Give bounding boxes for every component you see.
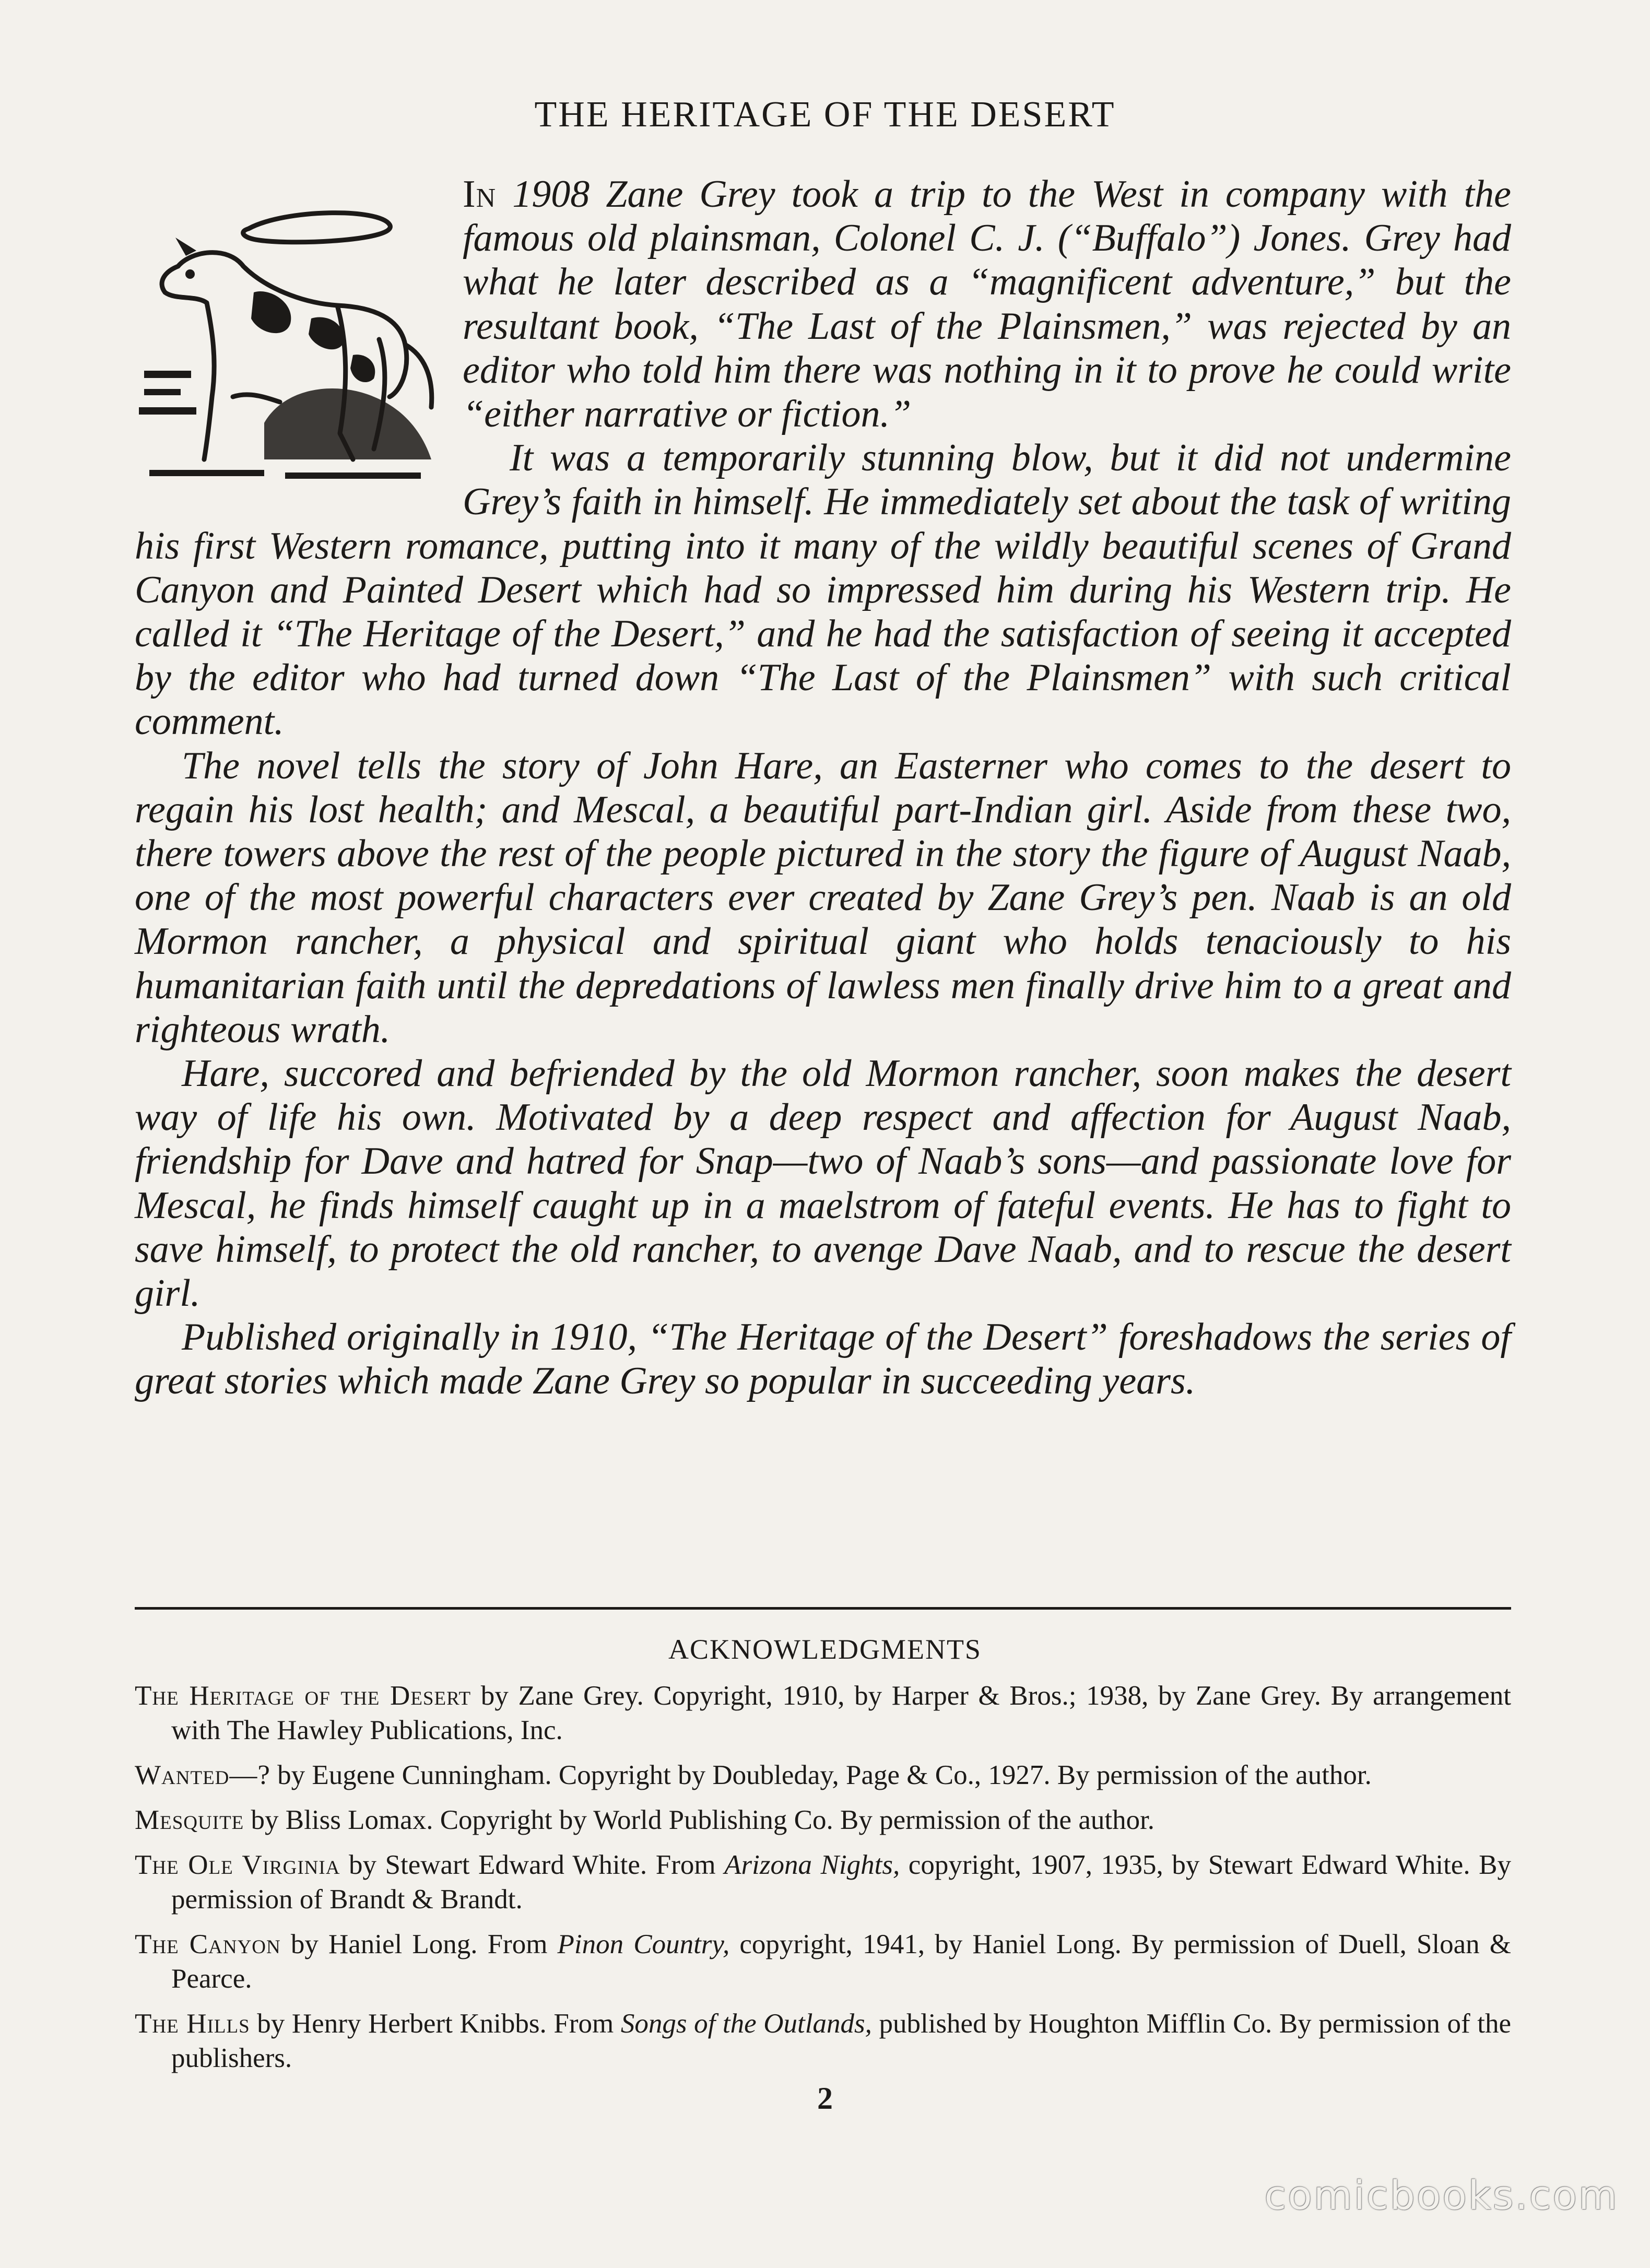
horse-dropcap-icon bbox=[128, 188, 447, 480]
ack-item-work: Pinon Country, bbox=[557, 1929, 730, 1959]
ack-item-title: Wanted—? bbox=[135, 1760, 270, 1790]
ack-item-text: published by Houghton Mifflin Co. By permission of the publishers. bbox=[171, 2009, 1511, 2073]
paragraph-4: Hare, succored and befriended by the old Mormon rancher, soon makes the desert way of life his own. Motivated by a deep respect and affection for August Naab, friendship for Dave and hatred for Snap—two of Naab’s sons—and passionate love for Mescal, he finds himself caught up in a maelstrom of fateful events. He has to fight to save himself, to protect the old rancher, to avenge Dave Naab, and to rescue the desert girl. bbox=[135, 1052, 1511, 1315]
ack-item-text: by Bliss Lomax. Copyright by World Publishing Co. By permission of the author. bbox=[244, 1805, 1155, 1835]
acknowledgments-heading: ACKNOWLEDGMENTS bbox=[668, 1634, 982, 1665]
ack-item-title: The Ole Virginia bbox=[135, 1850, 340, 1880]
ack-item-text: by Haniel Long. From bbox=[280, 1929, 558, 1959]
paragraph-lead: In bbox=[463, 173, 497, 216]
ack-item-work: Songs of the Outlands, bbox=[620, 2009, 872, 2039]
ack-item-title: The Hills bbox=[135, 2009, 250, 2039]
ack-item-text: copyright, 1941, by Haniel Long. By permission of Duell, Sloan & Pearce. bbox=[171, 1929, 1512, 1994]
acknowledgment-item bbox=[135, 1927, 1511, 1996]
paragraph-5: Published originally in 1910, “The Heritage of the Desert” foreshadows the series of great stories which made Zane Grey so popular in succeeding years. bbox=[135, 1316, 1511, 1403]
watermark: comicbooks.com bbox=[1264, 2172, 1619, 2218]
paragraph-3: The novel tells the story of John Hare, an Easterner who comes to the desert to regain his lost health; and Mescal, a beautiful part-Indian girl. Aside from these two, there towers above the rest of the people pictured in the story the figure of August Naab, one of the most powerful characters ever created by Zane Grey’s pen. Naab is an old Mormon rancher, a physical and spiritual giant who holds tenaciously to his humanitarian faith until the depredations of lawless men finally drive him to a great and righteous wrath. bbox=[135, 744, 1511, 1051]
ack-item-title: The Heritage of the Desert bbox=[135, 1681, 472, 1711]
ack-item-work: Arizona Nights, bbox=[724, 1850, 900, 1880]
ack-item-text: by Zane Grey. Copyright, 1910, by Harper & Bros.; 1938, by Zane Grey. By arrangement with The Hawley Publications, Inc. bbox=[171, 1681, 1511, 1745]
acknowledgments-list bbox=[135, 1679, 1511, 2086]
ack-item-title: Mesquite bbox=[135, 1805, 244, 1835]
ack-item-text: by Stewart Edward White. From bbox=[340, 1850, 725, 1880]
article-title: THE HERITAGE OF THE DESERT bbox=[534, 95, 1116, 135]
paragraph-1-text: 1908 Zane Grey took a trip to the West in company with the famous old plainsman, Colonel C. J. (“Buffalo”) Jones. Grey had what he later described as a “magnificent adventure,” but the resultant book, “The Last of the Plainsmen,” was rejected by an editor who told him there was nothing in it to prove he could write “either narrative or fiction.” bbox=[463, 173, 1511, 436]
ack-item-text: by Eugene Cunningham. Copyright by Doubleday, Page & Co., 1927. By permission of the author. bbox=[270, 1760, 1372, 1790]
acknowledgment-item bbox=[135, 1848, 1511, 1917]
acknowledgment-item bbox=[135, 1679, 1511, 1747]
ack-item-text: copyright, 1907, 1935, by Stewart Edward White. By permission of Brandt & Brandt. bbox=[171, 1850, 1511, 1915]
paragraph-2: It was a temporarily stunning blow, but it did not undermine Grey’s faith in himself. He immediately set about the task of writing his first Western romance, putting into it many of the wildly beautiful scenes of Grand Canyon and Painted Desert which had so impressed him during his Western trip. He called it “The Heritage of the Desert,” and he had the satisfaction of seeing it accepted by the editor who had turned down “The Last of the Plainsmen” with such critical comment. bbox=[135, 436, 1511, 743]
section-divider bbox=[135, 1607, 1511, 1610]
acknowledgment-item bbox=[135, 1758, 1511, 1792]
ack-item-text: by Henry Herbert Knibbs. From bbox=[250, 2009, 621, 2039]
acknowledgment-item bbox=[135, 1803, 1511, 1837]
ack-item-title: The Canyon bbox=[135, 1929, 281, 1959]
page-number: 2 bbox=[817, 2081, 833, 2116]
acknowledgment-item bbox=[135, 2006, 1511, 2075]
article-body bbox=[135, 172, 1511, 1403]
